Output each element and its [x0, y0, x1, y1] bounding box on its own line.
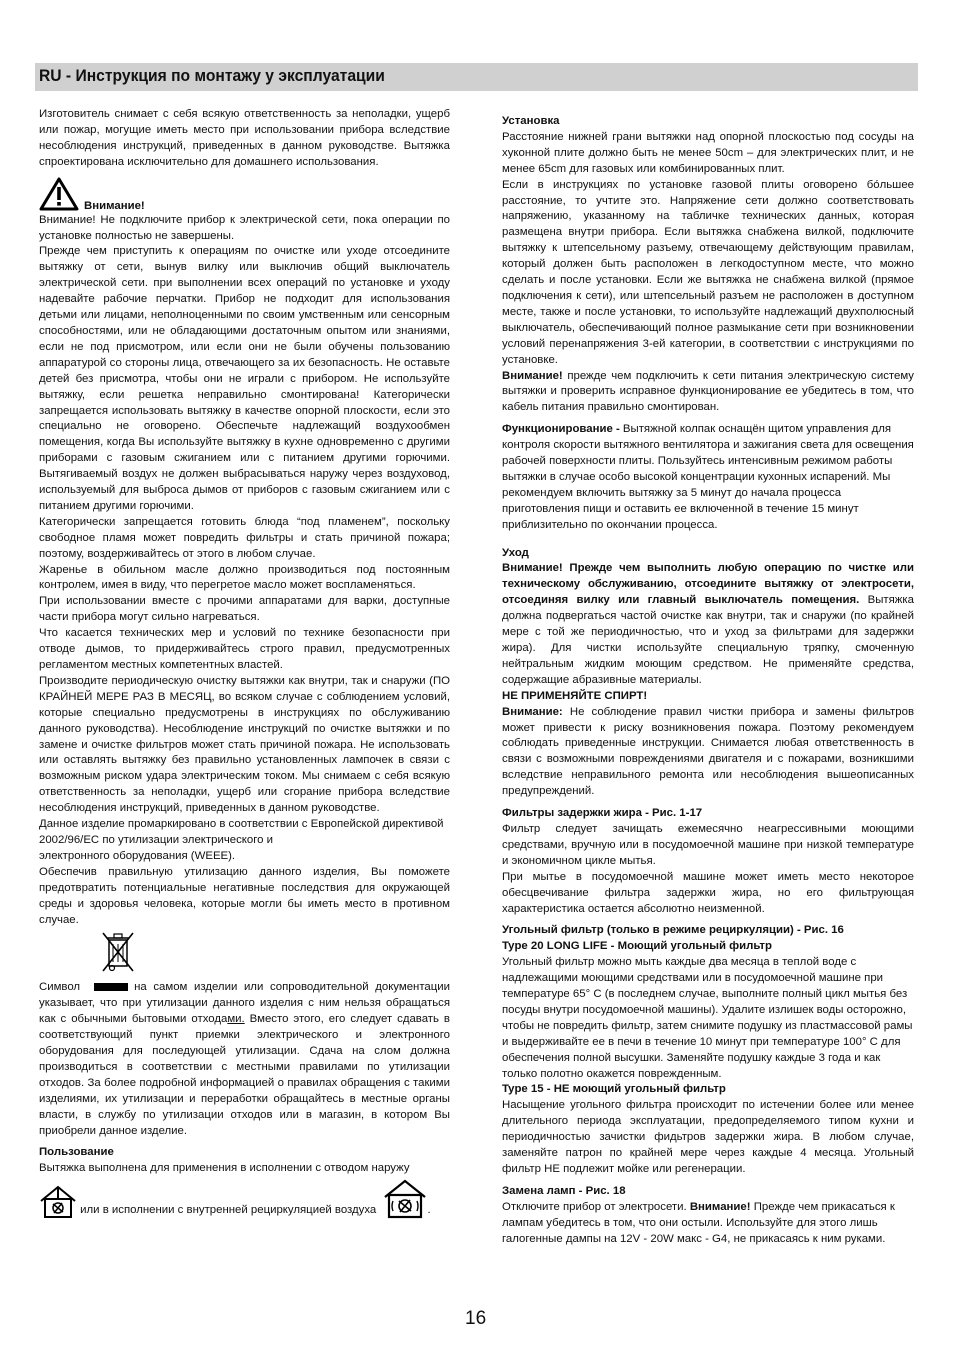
weee-symbol-block	[39, 928, 450, 980]
use-heading: Пользование	[39, 1146, 114, 1159]
paragraph: электронного оборудования (WEEE).	[39, 849, 236, 862]
carbon-filter-subheading: Type 15 - НЕ моющий угольный фильтр	[502, 1083, 726, 1096]
weee-paragraph: Символ на самом изделии или сопроводительной документации указывает, что при утилизации данного изделия с ним нельзя обращаться как с обычными бытовыми отходами. Вместо этого, его следует сдавать в соответствующий пункт приемки электрического и электронного оборудования для последующей утилизации. Сдача на слом должна производиться в соответствии с местными правилами по утилизации отходов. За более подробной информацией о правилах обращения с такими изделиями, их утилизации и переработки обращайтесь в местные органы власти, в службу по утилизации отходов или в магазин, в котором Вы приобрели данное изделие.	[39, 981, 450, 1137]
paragraph: Если в инструкциях по установке газовой плиты оговорено бо́льшее расстояние, то учтите это. Напряжение сети должно соответствовать напряжению, указанному на табличке технических данных, которая размещена внутри прибора. Если вытяжка снабжена вилкой, подключите вытяжку к штепсельному разъему, отвечающему действующим правилам, который должен быть расположен в легкодоступном месте, что можно сделать и после установки. Если же вытяжка не снабжена вилкой (прямое подключения к сети), или штепсельный разъем не расположен в доступном месте, также и после установки, то используйте надлежащий двухполюсный выключатель, обеспечивающий полное размыкание сети при возникновении условий перенапряжения 3-ей категории, в соответствии с инструкциями по установке.	[502, 178, 914, 366]
use-paragraph: Вытяжка выполнена для применения в исполнении с отводом наружу	[39, 1162, 410, 1175]
page-title: RU - Инструкция по монтажу у эксплуатации	[39, 66, 385, 85]
recirculation-house-icon	[383, 1179, 427, 1219]
paragraph: Внимание! Не подключите прибор к электрической сети, пока операции по установке полностью не завершены.	[39, 213, 450, 242]
paragraph: Данное изделие промаркировано в соответствии с Европейской директивой 2002/96/ЕС по утилизации электрического и	[39, 818, 444, 846]
paragraph: Расстояние нижней грани вытяжки над опорной плоскостью под сосуды на хуконной плите должно быть не менее 50cm – для электрических плит, и не менее 65cm для газовых или комбинированных плит.	[502, 130, 914, 175]
no-alcohol-warning: НЕ ПРИМЕНЯЙТЕ СПИРТ!	[502, 689, 648, 702]
paragraph: Отключите прибор от электросети. Внимание! Прежде чем прикасаться к лампам убедитесь в том, что они остыли. Используйте для этого лишь галогенные дампы на 12V - 20W макс - G4, не прикасаясь к ним руками.	[502, 1200, 895, 1245]
function-paragraph: Функционирование - Вытяжной колпак оснащён щитом управления для контроля скорости вытяжного вентилятора и зажигания света для освещения рабочей поверхности плиты. Пользуйтесь интенсивным режимом работы вытяжки в случае особо высокой концентрации кухонных испарений. Мы рекомендуем включить вытяжку за 5 минут до начала процесса приготовления пищи и оставить ее включенной в течение 15 минут приблизительно по окончании процесса.	[502, 423, 914, 531]
carbon-filter-heading: Угольный фильтр (только в режиме рециркуляции) - Рис. 16	[502, 924, 844, 937]
section-header	[35, 63, 918, 91]
warning-label: Внимание!	[84, 199, 145, 212]
right-column	[502, 114, 914, 1248]
paragraph: При мытье в посудомоечной машине может иметь место некоторое обесцвечивание фильтра задержки жира, но его фильтрующая характеристика остается абсолютно неизменной.	[502, 870, 914, 915]
care-heading: Уход	[502, 546, 529, 559]
ducted-house-icon	[39, 1185, 77, 1219]
paragraph: Категорически запрещается готовить блюда “под пламенем”, поскольку свободное пламя может повредить фильтры и стать причиной пожара; поэтому, воздерживайтесь от этого в любом случае.	[39, 515, 450, 560]
paragraph: Жаренье в обильном масле должно производиться под постоянным контролем, имея в виду, что перегретое масло может воспламеняться.	[39, 563, 450, 592]
warning-heading	[39, 177, 450, 213]
left-column	[39, 107, 450, 1219]
carbon-filter-subheading: Type 20 LONG LIFE - Моющий угольный фильтр	[502, 940, 772, 953]
grease-filter-heading: Фильтры задержки жира - Рис. 1-17	[502, 807, 703, 820]
paragraph: Внимание! прежде чем подключить к сети питания электрическую систему вытяжки и проверить исправное функционирование ее убедитесь в том, что кабель питания правильно смонтирован.	[502, 369, 914, 414]
paragraph: Фильтр следует зачищать ежемесячно неагрессивными моющими средствами, вручную или в посудомоечной машине при низкой температуре и экономичном цикле мытья.	[502, 822, 914, 867]
lamp-heading: Замена ламп - Рис. 18	[502, 1184, 626, 1197]
paragraph: Угольный фильтр можно мыть каждые два месяца в теплой воде с надлежащими моющими средствами или в посудомоечной машине при температуре 65° C (в последнем случае, выполните полный цикл мытья без посуды внутри посудомоечной машины). Удалите излишек воды осторожно, чтобы не повредить фильтр, затем снимите подушку из пластмассовой рамы и выдерживайте ее в печи в течение 10 минут при температуре 100° C для обеспечения полной высушки. Заменяйте подушку каждые 3 года и как только полотно окажется поврежденным.	[502, 956, 913, 1080]
paragraph: При использовании вместе с прочими аппаратами для варки, доступные части прибора могут сильно нагреваться.	[39, 595, 450, 624]
symbol-word: Символ	[39, 981, 81, 994]
paragraph: Что касается технических мер и условий по технике безопасности при отводе дымов, то придерживайтесь строго правил, предусмотренных регламентом местных компетентных властей.	[39, 627, 450, 671]
black-bar-symbol	[94, 983, 128, 991]
paragraph: Внимание: Не соблюдение правил чистки прибора и замены фильтров может привести к риску возникновения пожара. Поэтому рекомендуем соблюдать приведенные инструкции. Снимается любая ответственность в связи с возможными повреждениями двигателя и с пожарами, возникшими вследствие неправильного ремонта или несоблюдения вышеописанных предупреждений.	[502, 705, 914, 798]
crossed-bin-icon	[99, 930, 137, 974]
use-icons-line: или в исполнении с внутренней рециркуляцией воздуха .	[39, 1179, 450, 1219]
paragraph: Насыщение угольного фильтра происходит по истечении более или менее длительного периода эксплуатации, предопределяемого типом кухни и периодичностью зачистки фидьтров задержки жира. В любом случае, заменяйте патрон по крайней мере через каждые 4 месяца. Угольный фильтр НЕ подлежит мойке или регенерации.	[502, 1099, 914, 1175]
paragraph: Обеспечив правильную утилизацию данного изделия, Вы поможете предотвратить потенциальные негативные последствия для окружающей среды и здоровья человека, которые могли бы иметь место в противном случае.	[39, 865, 450, 926]
page-number: 16	[465, 1308, 487, 1329]
intro-paragraph: Изготовитель снимает с себя всякую ответственность за неполадки, ущерб или пожар, могущие иметь место при использовании прибора вследствие несоблюдения инструкций, приведенных в данном руководстве. Вытяжка спроектирована исключительно для домашнего использования.	[39, 108, 450, 168]
paragraph: Прежде чем приступить к операциям по очистке или уходе отсоедините вытяжку от сети, вынув вилку или выключив общий выключатель электрической сети. при выполнении всех операций по установке и уходу надевайте рабочие перчатки. Прибор не подходит для использования детьми или лицами, неполноценными по своим умственным или сенсорным способностями, или не обладающими достаточным опытом или знаниями, если не под присмотром, или если они не были обучены пользованию аппаратурой со стороны лица, отвечающего за их безопасность. Не оставьте детей без присмотра, чтобы они не играли с прибором. Не используйте вытяжку, если решетка неправильно смонтирована! Категорически запрещается использовать вытяжку в качестве опорной плоскости, если это специально не оговорено. Обеспечьте надлежащий воздухообмен помещения, когда Вы используйте вытяжку в кухне одновременно с другими приборами с газовым сжиганием или с питанием другими горючими. Вытягиваемый воздух не должен выбрасываться наружу через воздуховод, используемый для выброса дымов от приборов с газовым сжиганием или с питанием другими горючими.	[39, 245, 450, 512]
warning-triangle-icon	[39, 177, 79, 211]
paragraph: Внимание! Прежде чем выполнить любую операцию по чистке или техническому обслуживанию, отсоедините вытяжку от электросети, отсоединяя вилку или главный выключатель помещения. Вытяжка должна подвергаться частой очистке как внутри, так и снаружи (по крайней мере с той же периодичностью, что и уход за фильтрами для задержки жира). Для чистки используйте специальную тряпку, смоченную нейтральным жидким моющим средством. Не применяйте средства, содержащие абразивные материалы.	[502, 562, 914, 686]
paragraph: Производите периодическую очистку вытяжки как внутри, так и снаружи (ПО КРАЙНЕЙ МЕРЕ РАЗ В МЕСЯЦ, во всяком случае с соблюдением условий, которые специально предусмотрены в инструкциях по обслуживанию данного руководства). Несоблюдение инструкций по очистке вытяжки и по замене и очистке фильтров может стать причиной пожара. Не использовать или оставлять вытяжку без правильно установленных лампочек в связи с возможным риском удара электрическим током. Мы снимаем с себя всякую ответственность за неполадки, ущерб или сгорание прибора вследствие несоблюдения инструкций, приведенных в данном руководстве.	[39, 674, 450, 815]
install-heading: Установка	[502, 115, 560, 127]
